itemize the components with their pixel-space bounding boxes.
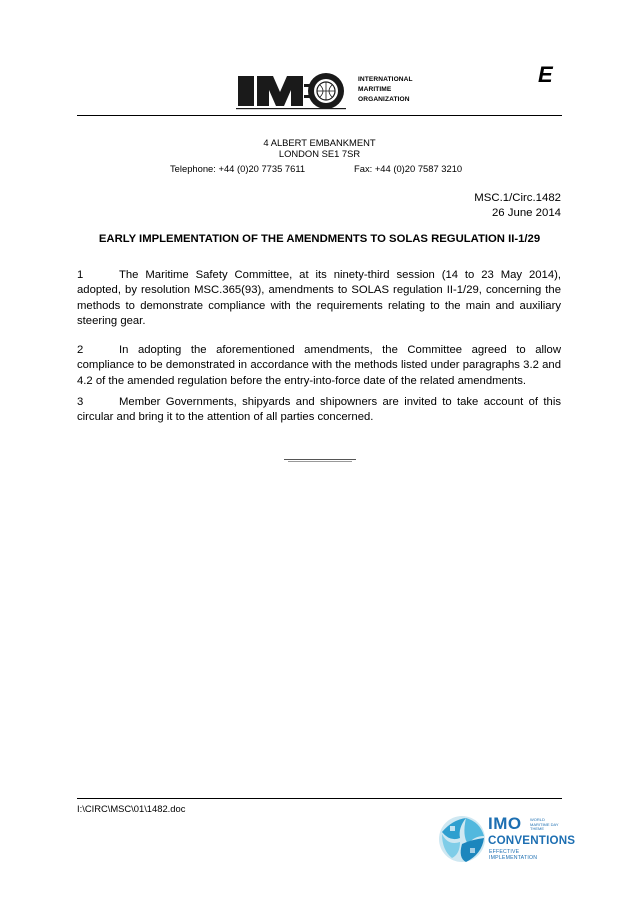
address-line: 4 ALBERT EMBANKMENT (263, 137, 376, 148)
paragraph-number: 1 (77, 269, 84, 281)
telephone: Telephone: +44 (0)20 7735 7611 (170, 163, 306, 174)
imo-emblem-icon (236, 70, 356, 112)
paragraph (77, 395, 561, 426)
paragraph (77, 343, 561, 389)
document-title: EARLY IMPLEMENTATION OF THE AMENDMENTS TO SOLAS REGULATION II-1/29 (98, 233, 541, 245)
globe-puzzle-icon (436, 812, 488, 864)
conventions-logo-tagline: EFFECTIVE IMPLEMENTATION (489, 849, 538, 861)
imo-logo (236, 70, 426, 112)
language-code: E (538, 62, 553, 87)
circular-date: 26 June 2014 (491, 207, 561, 219)
footer-divider (77, 798, 562, 799)
end-of-text-rule (284, 459, 356, 460)
paragraph-text: Member Governments, shipyards and shipowners are invited to take account of this circular and bring it to the attention of all parties concerned. (77, 396, 561, 424)
org-name-line: MARITIME (358, 86, 392, 93)
fax: Fax: +44 (0)20 7587 3210 (354, 163, 463, 174)
end-of-text-rule (288, 461, 352, 462)
org-name-line: ORGANIZATION (358, 96, 410, 103)
file-path: I:\CIRC\MSC\01\1482.doc (77, 803, 186, 814)
conventions-logo-title: CONVENTIONS (488, 834, 576, 847)
header-divider (77, 115, 562, 116)
conventions-side-text: WORLD MARITIME DAY THEME (530, 817, 559, 832)
address-line: LONDON SE1 7SR (278, 148, 361, 159)
org-name-line: INTERNATIONAL (358, 76, 413, 83)
paragraph-text: In adopting the aforementioned amendments, the Committee agreed to allow compliance to be demonstrated in accordance with the methods listed under paragraphs 3.2 and 4.2 of the amended regulation before the entry-into-force date of the related amendments. (77, 344, 561, 387)
paragraph-number: 2 (77, 344, 84, 356)
paragraph (77, 268, 561, 329)
circular-reference: MSC.1/Circ.1482 (474, 192, 561, 204)
paragraph-number: 3 (77, 396, 84, 408)
organization-name (358, 75, 413, 105)
conventions-logo-acronym: IMO (488, 814, 522, 833)
paragraph-text: The Maritime Safety Committee, at its ninety-third session (14 to 23 May 2014), adopted, by resolution MSC.365(93), amendments to SOLAS regulation II-1/29, concerning the methods to demonstrate compliance with the requirements relating to the main and auxiliary steering gear. (77, 269, 561, 327)
imo-conventions-logo (436, 812, 576, 864)
